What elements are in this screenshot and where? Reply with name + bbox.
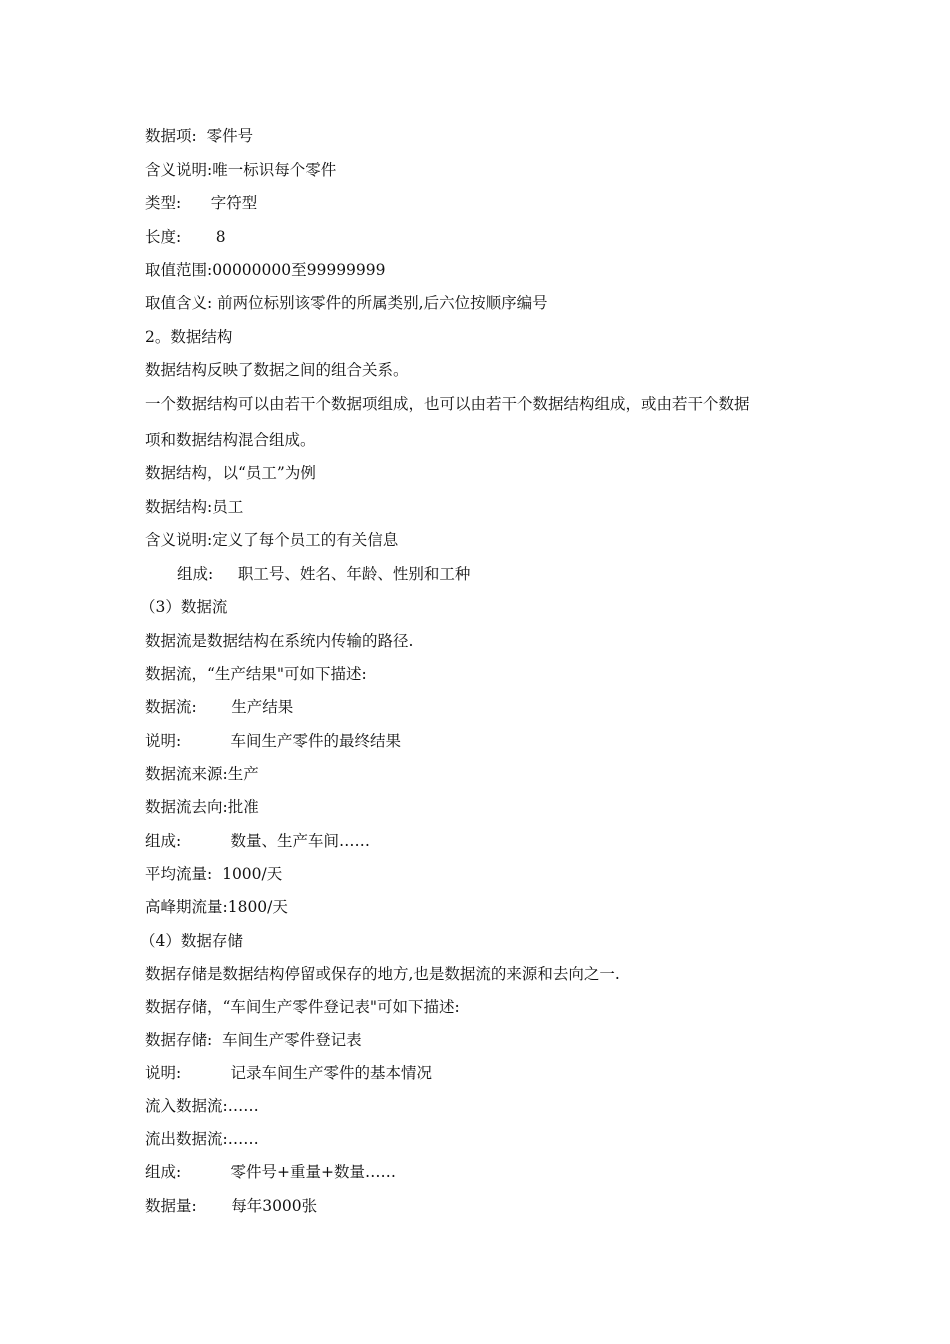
text-line: 流出数据流:…… <box>145 1130 259 1148</box>
text-line: 平均流量: 1000/天 <box>145 865 283 883</box>
text-line: 数据量: 每年3000张 <box>145 1197 318 1215</box>
text-line: 数据存储是数据结构停留或保存的地方,也是数据流的来源和去向之一. <box>145 965 620 983</box>
text-line: 数据流，“生产结果"可如下描述: <box>145 665 367 683</box>
text-line: 数据流去向:批准 <box>145 798 259 816</box>
text-line: 数据结构，以“员工”为例 <box>145 464 316 482</box>
text-line: 数据项: 零件号 <box>145 127 254 145</box>
text-line: 组成: 零件号+重量+数量…… <box>145 1163 396 1181</box>
text-line: 一个数据结构可以由若干个数据项组成，也可以由若干个数据结构组成，或由若干个数据 <box>145 395 750 413</box>
text-line: 数据流来源:生产 <box>145 765 259 783</box>
text-line: 组成: 数量、生产车间…… <box>145 832 370 850</box>
text-line: 数据结构:员工 <box>145 498 244 516</box>
text-line: 含义说明:定义了每个员工的有关信息 <box>145 531 399 549</box>
text-line: 数据结构反映了数据之间的组合关系。 <box>145 361 409 379</box>
text-line: 组成: 职工号、姓名、年龄、性别和工种 <box>177 565 471 583</box>
text-line: 数据流是数据结构在系统内传输的路径. <box>145 632 414 650</box>
text-line: 取值含义: 前两位标别该零件的所属类别,后六位按顺序编号 <box>145 294 548 312</box>
text-line: 数据流: 生产结果 <box>145 698 294 716</box>
text-line: 高峰期流量:1800/天 <box>145 898 288 916</box>
text-line: 含义说明:唯一标识每个零件 <box>145 161 337 179</box>
text-line: 长度: 8 <box>145 228 226 246</box>
section-heading: （4）数据存储 <box>140 932 243 950</box>
text-line: 项和数据结构混合组成。 <box>145 431 316 449</box>
text-line: 数据存储: 车间生产零件登记表 <box>145 1031 362 1049</box>
text-line: 数据存储，“车间生产零件登记表"可如下描述: <box>145 998 460 1016</box>
text-line: 说明: 车间生产零件的最终结果 <box>145 732 401 750</box>
section-heading: 2。数据结构 <box>145 328 233 346</box>
text-line: 类型: 字符型 <box>145 194 258 212</box>
text-line: 取值范围:00000000至99999999 <box>145 261 386 279</box>
text-line: 说明: 记录车间生产零件的基本情况 <box>145 1064 432 1082</box>
text-line: 流入数据流:…… <box>145 1097 259 1115</box>
section-heading: （3）数据流 <box>140 598 228 616</box>
